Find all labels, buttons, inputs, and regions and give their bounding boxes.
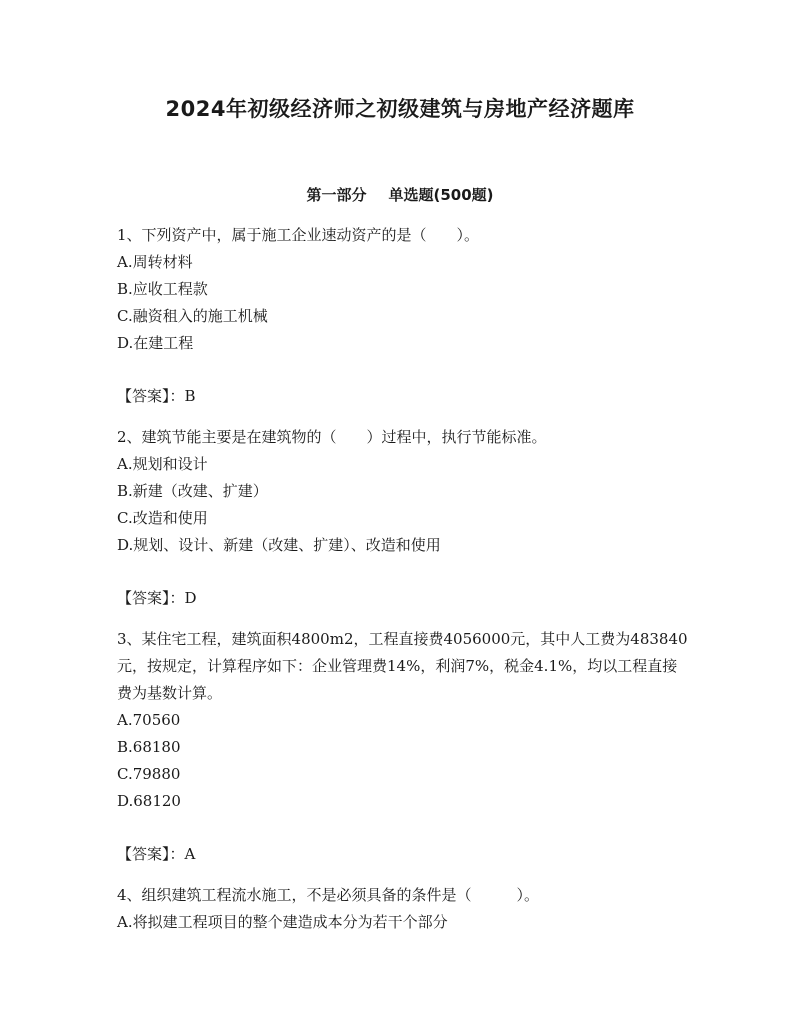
answer-label: 【答案】： [117,589,185,607]
answer-label: 【答案】： [117,387,185,405]
question-2 [117,424,692,612]
question-4 [117,882,692,936]
option-b: B.68180 [117,738,181,756]
option-c: C.79880 [117,765,181,783]
question-stem: 1、下列资产中，属于施工企业速动资产的是（ ）。 [117,226,480,244]
option-c: C.融资租入的施工机械 [117,307,268,325]
section-heading [0,184,800,205]
option-b: B.应收工程款 [117,280,208,298]
option-d: D.68120 [117,792,181,810]
answer-line [117,383,692,410]
option-d: D.规划、设计、新建（改建、扩建）、改造和使用 [117,536,441,554]
question-stem: 3、某住宅工程，建筑面积4800m2，工程直接费4056000元，其中人工费为483840元，按规定，计算程序如下：企业管理费14%，利润7%，税金4.1%，均以工程直接费为基数计算。 [117,630,688,702]
section-name: 单选题(500题) [388,186,494,204]
answer-line [117,585,692,612]
option-a: A.将拟建工程项目的整个建造成本分为若干个部分 [117,913,448,931]
answer-label: 【答案】： [117,845,185,863]
option-b: B.新建（改建、扩建） [117,482,268,500]
question-3 [117,626,692,868]
question-stem: 4、组织建筑工程流水施工，不是必须具备的条件是（ ）。 [117,886,540,904]
answer-value: D [184,589,197,607]
answer-value: B [184,387,196,405]
question-1 [117,222,692,410]
section-part: 第一部分 [306,186,367,204]
option-a: A.70560 [117,711,181,729]
option-d: D.在建工程 [117,334,194,352]
answer-value: A [184,845,196,863]
option-a: A.周转材料 [117,253,193,271]
option-a: A.规划和设计 [117,455,208,473]
document-title: 2024年初级经济师之初级建筑与房地产经济题库 [165,97,635,121]
question-list [117,222,692,936]
option-c: C.改造和使用 [117,509,208,527]
answer-line [117,841,692,868]
question-stem: 2、建筑节能主要是在建筑物的（ ）过程中，执行节能标准。 [117,428,547,446]
